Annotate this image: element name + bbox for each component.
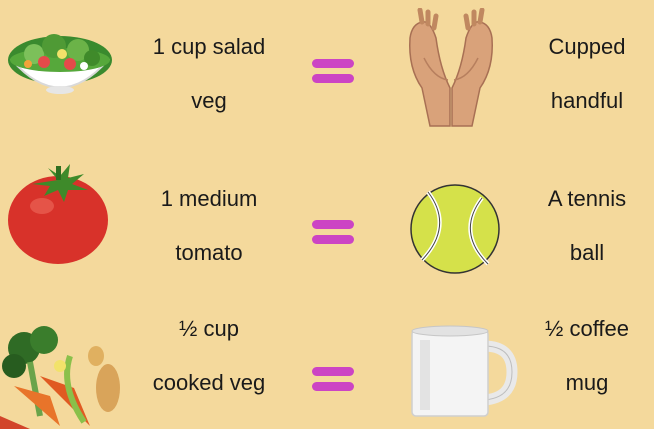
tomato-icon	[4, 162, 112, 270]
mug-label-line-1: ½ coffee	[545, 316, 629, 341]
comparison-row-salad	[0, 0, 654, 140]
salad-label-line-1: 1 cup salad	[152, 34, 266, 59]
vegetables-icon	[0, 326, 128, 429]
cooked-veg-label-line-2: cooked veg	[152, 370, 266, 395]
tomato-label-line-2: tomato	[175, 240, 243, 265]
comparison-row-tomato	[0, 140, 654, 290]
equals-sign	[312, 220, 354, 246]
tomato-label-line-1: 1 medium	[160, 186, 258, 211]
mug-label	[520, 302, 654, 410]
mug-label-line-2: mug	[565, 370, 609, 395]
cooked-veg-label	[128, 302, 290, 410]
salad-bowl-icon	[4, 20, 116, 104]
handful-label-line-1: Cupped	[548, 34, 626, 59]
coffee-mug-icon	[408, 324, 518, 419]
equals-sign	[312, 367, 354, 393]
tomato-label	[128, 172, 290, 280]
cupped-hands-icon	[400, 8, 502, 128]
handful-label	[520, 20, 654, 128]
cooked-veg-label-line-1: ½ cup	[179, 316, 239, 341]
equals-sign	[312, 59, 354, 85]
handful-label-line-2: handful	[550, 88, 624, 113]
tennis-label	[520, 172, 654, 280]
tennis-ball-icon	[408, 182, 502, 276]
tennis-label-line-2: ball	[569, 240, 605, 265]
salad-label	[128, 20, 290, 128]
comparison-row-cooked-veg	[0, 290, 654, 429]
tennis-label-line-1: A tennis	[547, 186, 627, 211]
salad-label-line-2: veg	[191, 88, 227, 113]
